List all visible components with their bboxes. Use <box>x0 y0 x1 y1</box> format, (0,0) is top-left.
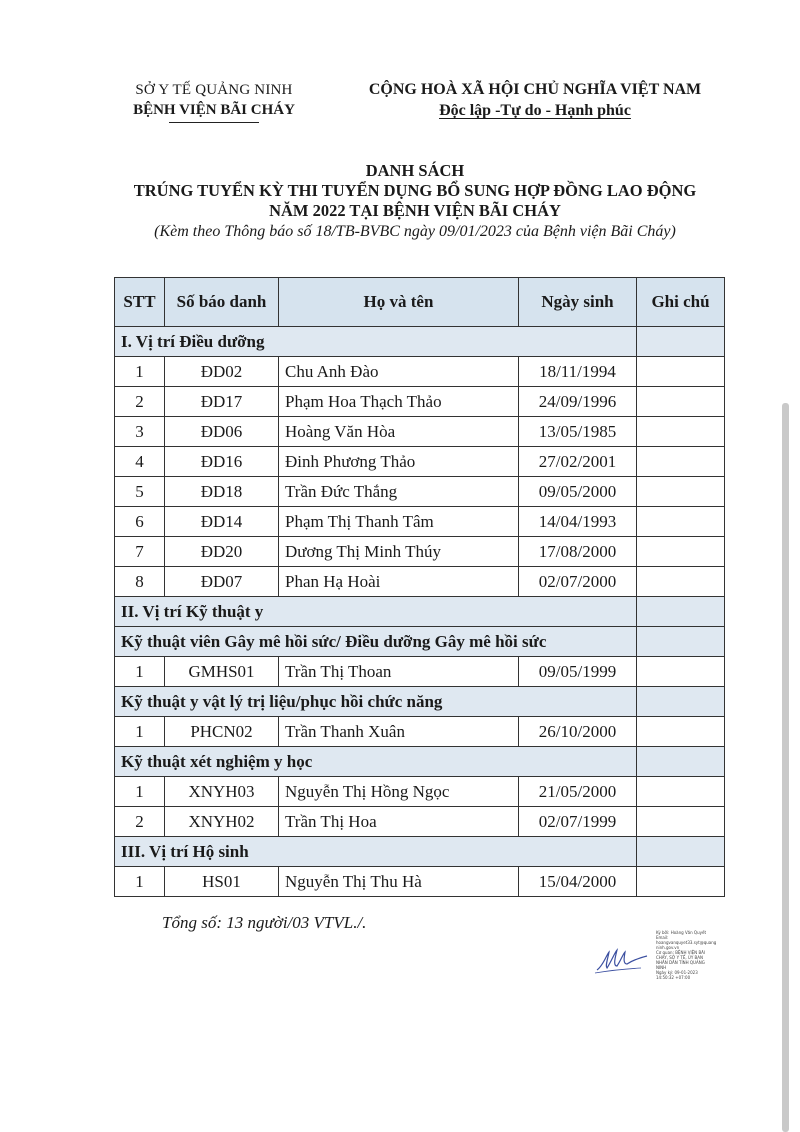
birth-date-cell: 15/04/2000 <box>519 867 637 897</box>
section-label: Kỹ thuật xét nghiệm y học <box>115 747 637 777</box>
document-title <box>100 161 730 243</box>
birth-date-cell: 09/05/2000 <box>519 477 637 507</box>
notes-cell <box>637 717 725 747</box>
section-row <box>115 837 725 867</box>
full-name-cell: Phan Hạ Hoài <box>279 567 519 597</box>
signature-line: NHÂN DÂN TỈNH QUẢNG <box>656 960 705 965</box>
full-name-cell: Trần Thị Thoan <box>279 657 519 687</box>
candidate-number-cell: ĐD14 <box>165 507 279 537</box>
table-row <box>115 387 725 417</box>
stt-cell: 1 <box>115 777 165 807</box>
full-name-cell: Đinh Phương Thảo <box>279 447 519 477</box>
table-row <box>115 567 725 597</box>
table-body <box>115 327 725 897</box>
table-row <box>115 447 725 477</box>
section-label: Kỹ thuật y vật lý trị liệu/phục hồi chức năng <box>115 687 637 717</box>
notes-cell <box>637 657 725 687</box>
table-row <box>115 537 725 567</box>
birth-date-cell: 26/10/2000 <box>519 717 637 747</box>
notes-cell <box>637 447 725 477</box>
issuing-organization <box>103 80 325 123</box>
full-name-cell: Phạm Hoa Thạch Thảo <box>279 387 519 417</box>
signature-line: Cơ quan: BỆNH VIỆN BÃI <box>656 950 706 955</box>
notes-cell <box>637 477 725 507</box>
table-row <box>115 357 725 387</box>
candidate-number-cell: GMHS01 <box>165 657 279 687</box>
section-label: I. Vị trí Điều dưỡng <box>115 327 637 357</box>
birth-date-cell: 24/09/1996 <box>519 387 637 417</box>
full-name-cell: Trần Đức Thắng <box>279 477 519 507</box>
candidate-number-cell: ĐD02 <box>165 357 279 387</box>
column-header-stt: STT <box>115 278 165 327</box>
full-name-cell: Chu Anh Đào <box>279 357 519 387</box>
digital-signature-info <box>656 930 726 980</box>
section-label: Kỹ thuật viên Gây mê hồi sức/ Điều dưỡng Gây mê hồi sức <box>115 627 637 657</box>
birth-date-cell: 27/02/2001 <box>519 447 637 477</box>
column-header-full-name: Họ và tên <box>279 278 519 327</box>
candidate-number-cell: ĐD18 <box>165 477 279 507</box>
full-name-cell: Trần Thị Hoa <box>279 807 519 837</box>
notes-cell <box>637 507 725 537</box>
total-count: Tổng số: 13 người/03 VTVL./. <box>162 913 367 932</box>
signature-line: Ngày ký: 09-01-2023 <box>656 970 698 975</box>
signature-line: CHÁY, SỞ Y TẾ, ỦY BAN <box>656 955 704 960</box>
candidate-number-cell: HS01 <box>165 867 279 897</box>
notes-cell <box>637 327 725 357</box>
signature-line: Email: <box>656 935 669 940</box>
candidate-number-cell: ĐD06 <box>165 417 279 447</box>
stt-cell: 7 <box>115 537 165 567</box>
stt-cell: 1 <box>115 867 165 897</box>
title-line-3: NĂM 2022 TẠI BỆNH VIỆN BÃI CHÁY <box>269 201 561 220</box>
stt-cell: 1 <box>115 717 165 747</box>
notes-cell <box>637 837 725 867</box>
birth-date-cell: 02/07/2000 <box>519 567 637 597</box>
full-name-cell: Hoàng Văn Hòa <box>279 417 519 447</box>
candidate-number-cell: ĐD20 <box>165 537 279 567</box>
stt-cell: 6 <box>115 507 165 537</box>
notes-cell <box>637 567 725 597</box>
birth-date-cell: 18/11/1994 <box>519 357 637 387</box>
section-row <box>115 687 725 717</box>
national-motto: Độc lập -Tự do - Hạnh phúc <box>439 102 631 119</box>
document-subtitle: (Kèm theo Thông báo số 18/TB-BVBC ngày 09/01/2023 của Bệnh viện Bãi Cháy) <box>154 223 676 240</box>
notes-cell <box>637 537 725 567</box>
notes-cell <box>637 687 725 717</box>
stt-cell: 4 <box>115 447 165 477</box>
signature-line: NINH <box>656 965 667 970</box>
column-header-notes: Ghi chú <box>637 278 725 327</box>
table-row <box>115 477 725 507</box>
section-row <box>115 327 725 357</box>
signature-mark <box>593 944 651 976</box>
table-row <box>115 867 725 897</box>
notes-cell <box>637 867 725 897</box>
stt-cell: 1 <box>115 357 165 387</box>
column-header-birth-date: Ngày sinh <box>519 278 637 327</box>
notes-cell <box>637 417 725 447</box>
table-row <box>115 507 725 537</box>
section-label: III. Vị trí Hộ sinh <box>115 837 637 867</box>
notes-cell <box>637 807 725 837</box>
title-line-2: TRÚNG TUYỂN KỲ THI TUYỂN DỤNG BỔ SUNG HỢP ĐỒNG LAO ĐỘNG <box>133 181 697 200</box>
stt-cell: 2 <box>115 807 165 837</box>
results-table <box>114 277 725 897</box>
column-header-candidate-number: Số báo danh <box>165 278 279 327</box>
full-name-cell: Nguyễn Thị Hồng Ngọc <box>279 777 519 807</box>
table-row <box>115 807 725 837</box>
scrollbar-thumb[interactable] <box>782 403 789 1132</box>
stt-cell: 8 <box>115 567 165 597</box>
birth-date-cell: 21/05/2000 <box>519 777 637 807</box>
candidate-number-cell: ĐD07 <box>165 567 279 597</box>
hospital-name: BỆNH VIỆN BÃI CHÁY <box>133 102 295 118</box>
birth-date-cell: 09/05/1999 <box>519 657 637 687</box>
full-name-cell: Nguyễn Thị Thu Hà <box>279 867 519 897</box>
national-header <box>340 80 730 122</box>
stt-cell: 3 <box>115 417 165 447</box>
stt-cell: 2 <box>115 387 165 417</box>
candidate-number-cell: XNYH02 <box>165 807 279 837</box>
stt-cell: 1 <box>115 657 165 687</box>
birth-date-cell: 13/05/1985 <box>519 417 637 447</box>
section-row <box>115 747 725 777</box>
title-line-1: DANH SÁCH <box>365 161 465 180</box>
section-row <box>115 627 725 657</box>
department-name: SỞ Y TẾ QUẢNG NINH <box>135 82 293 98</box>
notes-cell <box>637 747 725 777</box>
table-header-row <box>115 278 725 327</box>
signature-line: ninh.gov.vn <box>656 945 680 950</box>
signature-line: Ký bởi: Hoàng Văn Quyết <box>656 930 707 935</box>
full-name-cell: Dương Thị Minh Thúy <box>279 537 519 567</box>
table-row <box>115 417 725 447</box>
section-label: II. Vị trí Kỹ thuật y <box>115 597 637 627</box>
birth-date-cell: 14/04/1993 <box>519 507 637 537</box>
signature-line: 14:50:32 +07:00 <box>656 975 691 980</box>
birth-date-cell: 17/08/2000 <box>519 537 637 567</box>
candidate-number-cell: ĐD16 <box>165 447 279 477</box>
full-name-cell: Phạm Thị Thanh Tâm <box>279 507 519 537</box>
full-name-cell: Trần Thanh Xuân <box>279 717 519 747</box>
notes-cell <box>637 387 725 417</box>
notes-cell <box>637 597 725 627</box>
notes-cell <box>637 777 725 807</box>
table-row <box>115 717 725 747</box>
candidate-number-cell: PHCN02 <box>165 717 279 747</box>
birth-date-cell: 02/07/1999 <box>519 807 637 837</box>
stt-cell: 5 <box>115 477 165 507</box>
candidate-number-cell: ĐD17 <box>165 387 279 417</box>
divider <box>169 122 259 123</box>
nation-title: CỘNG HOÀ XÃ HỘI CHỦ NGHĨA VIỆT NAM <box>368 81 702 98</box>
signature-line: hoangvanquyet33.syt@quang <box>656 940 717 945</box>
candidate-number-cell: XNYH03 <box>165 777 279 807</box>
notes-cell <box>637 357 725 387</box>
section-row <box>115 597 725 627</box>
table-row <box>115 777 725 807</box>
notes-cell <box>637 627 725 657</box>
table-row <box>115 657 725 687</box>
